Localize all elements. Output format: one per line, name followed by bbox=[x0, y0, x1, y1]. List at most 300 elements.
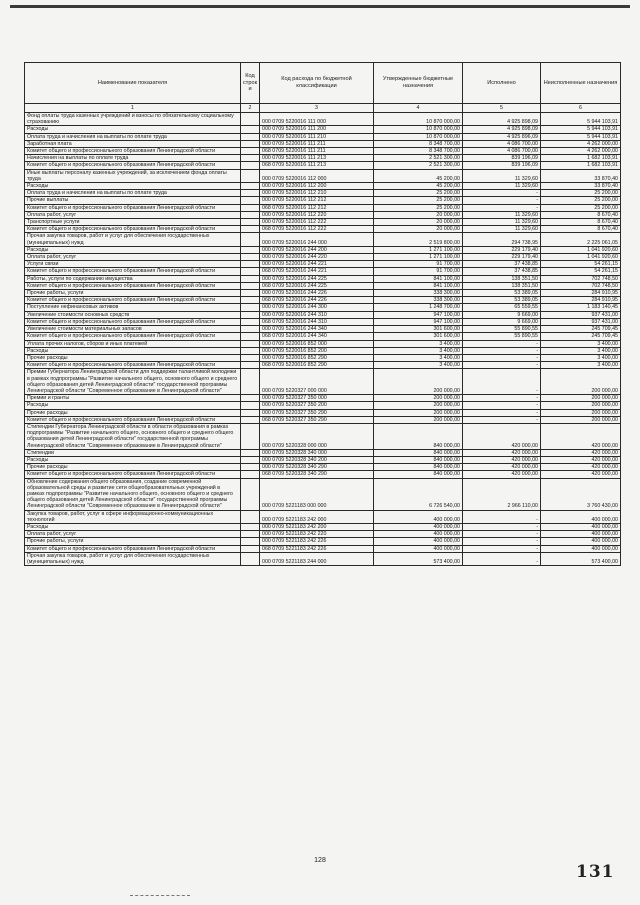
row-unexecuted: 1 682 103,91 bbox=[541, 162, 621, 169]
row-approved: 91 700,00 bbox=[374, 268, 463, 275]
table-header-row bbox=[25, 63, 621, 104]
table-row bbox=[25, 169, 621, 182]
row-executed: - bbox=[463, 416, 541, 423]
row-line-code bbox=[241, 471, 260, 478]
table-row bbox=[25, 261, 621, 268]
row-budget-code: 000 0709 5221183 242 200 bbox=[260, 523, 374, 530]
row-approved: 301 600,00 bbox=[374, 333, 463, 340]
table-row bbox=[25, 226, 621, 233]
row-name: Расходы bbox=[25, 456, 241, 463]
table-row bbox=[25, 510, 621, 523]
row-budget-code: 000 0709 5220016 244 300 bbox=[260, 304, 374, 311]
header-name: Наименование показателя bbox=[25, 63, 241, 104]
row-budget-code: 000 0709 5220016 244 310 bbox=[260, 311, 374, 318]
table-row bbox=[25, 545, 621, 552]
row-approved: 200 000,00 bbox=[374, 402, 463, 409]
row-executed: - bbox=[463, 197, 541, 204]
row-executed: 138 351,50 bbox=[463, 275, 541, 282]
row-name: Прочие расходы bbox=[25, 464, 241, 471]
row-unexecuted: 2 225 061,05 bbox=[541, 233, 621, 246]
row-unexecuted: 702 748,50 bbox=[541, 282, 621, 289]
row-approved: 200 000,00 bbox=[374, 409, 463, 416]
row-executed: 11 329,60 bbox=[463, 226, 541, 233]
row-approved: 10 870 000,00 bbox=[374, 113, 463, 126]
row-name: Увеличение стоимости основных средств bbox=[25, 311, 241, 318]
row-budget-code: 068 0709 5220016 852 290 bbox=[260, 362, 374, 369]
header-approved: Утвержденные бюджетные назначения bbox=[374, 63, 463, 104]
row-approved: 3 400,00 bbox=[374, 354, 463, 361]
row-executed: 4 086 700,00 bbox=[463, 140, 541, 147]
table-row bbox=[25, 395, 621, 402]
table-row bbox=[25, 197, 621, 204]
row-line-code bbox=[241, 531, 260, 538]
row-name: Комитет общего и профессионального образования Ленинградской области bbox=[25, 268, 241, 275]
row-unexecuted: 5 944 103,91 bbox=[541, 113, 621, 126]
table-row bbox=[25, 190, 621, 197]
row-executed: 9 669,00 bbox=[463, 311, 541, 318]
row-executed: - bbox=[463, 402, 541, 409]
row-name: Расходы bbox=[25, 402, 241, 409]
row-line-code bbox=[241, 155, 260, 162]
row-executed: 4 925 896,09 bbox=[463, 133, 541, 140]
row-line-code bbox=[241, 268, 260, 275]
row-executed: 65 559,55 bbox=[463, 304, 541, 311]
row-executed: 420 000,00 bbox=[463, 449, 541, 456]
table-row bbox=[25, 464, 621, 471]
row-budget-code: 000 0709 5220327 350 000 bbox=[260, 395, 374, 402]
table-row bbox=[25, 297, 621, 304]
row-line-code bbox=[241, 395, 260, 402]
row-budget-code: 000 0709 5221183 000 000 bbox=[260, 478, 374, 510]
row-budget-code: 068 0709 5220016 112 212 bbox=[260, 204, 374, 211]
row-unexecuted: 3 400,00 bbox=[541, 354, 621, 361]
row-approved: 10 870 000,00 bbox=[374, 126, 463, 133]
row-name: Расходы bbox=[25, 523, 241, 530]
row-name: Уплата прочих налогов, сборов и иных платежей bbox=[25, 340, 241, 347]
row-unexecuted: 245 709,45 bbox=[541, 333, 621, 340]
row-approved: 10 870 000,00 bbox=[374, 133, 463, 140]
table-row bbox=[25, 204, 621, 211]
row-budget-code: 000 0709 5220328 000 000 bbox=[260, 423, 374, 449]
row-unexecuted: 3 760 430,00 bbox=[541, 478, 621, 510]
row-approved: 1 271 100,00 bbox=[374, 246, 463, 253]
row-executed: 229 179,40 bbox=[463, 254, 541, 261]
table-row bbox=[25, 326, 621, 333]
row-unexecuted: 5 944 103,91 bbox=[541, 133, 621, 140]
row-name: Оплата работ, услуг bbox=[25, 531, 241, 538]
row-executed: - bbox=[463, 362, 541, 369]
row-approved: 947 100,00 bbox=[374, 311, 463, 318]
table-row bbox=[25, 290, 621, 297]
row-executed: - bbox=[463, 369, 541, 395]
row-unexecuted: 1 183 140,45 bbox=[541, 304, 621, 311]
table-row bbox=[25, 416, 621, 423]
row-budget-code: 068 0709 5220327 350 290 bbox=[260, 416, 374, 423]
report-page bbox=[24, 62, 620, 566]
table-row bbox=[25, 552, 621, 565]
row-line-code bbox=[241, 464, 260, 471]
row-unexecuted: 420 000,00 bbox=[541, 456, 621, 463]
column-number-row bbox=[25, 104, 621, 113]
row-unexecuted: 25 200,00 bbox=[541, 197, 621, 204]
table-row bbox=[25, 246, 621, 253]
row-line-code bbox=[241, 369, 260, 395]
row-budget-code: 000 0709 5220327 350 290 bbox=[260, 409, 374, 416]
row-line-code bbox=[241, 190, 260, 197]
row-unexecuted: 400 000,00 bbox=[541, 510, 621, 523]
row-name: Транспортные услуги bbox=[25, 219, 241, 226]
column-number: 4 bbox=[374, 104, 463, 113]
row-line-code bbox=[241, 340, 260, 347]
row-name: Комитет общего и профессионального образования Ленинградской области bbox=[25, 416, 241, 423]
table-row bbox=[25, 423, 621, 449]
row-budget-code: 000 0709 5221183 244 000 bbox=[260, 552, 374, 565]
row-line-code bbox=[241, 211, 260, 218]
table-row bbox=[25, 402, 621, 409]
row-approved: 3 400,00 bbox=[374, 362, 463, 369]
row-unexecuted: 284 910,95 bbox=[541, 297, 621, 304]
bottom-scan-mark bbox=[130, 895, 190, 896]
row-budget-code: 000 0709 5220016 244 340 bbox=[260, 326, 374, 333]
row-executed: - bbox=[463, 545, 541, 552]
row-unexecuted: 420 000,00 bbox=[541, 423, 621, 449]
row-line-code bbox=[241, 133, 260, 140]
row-unexecuted: 1 682 103,91 bbox=[541, 155, 621, 162]
row-approved: 45 200,00 bbox=[374, 169, 463, 182]
table-row bbox=[25, 304, 621, 311]
row-unexecuted: 400 000,00 bbox=[541, 523, 621, 530]
row-budget-code: 000 0709 5221183 242 226 bbox=[260, 538, 374, 545]
column-number: 1 bbox=[25, 104, 241, 113]
row-name: Обновление содержания общего образования, создание современной образовательной среды и развитие сети общеобразовательных учреждений в рамках подпрограммы "Развитие начального общего, основного общего и среднего общего образования детей Ленинградской области" государственной программы Ленинградской области "Современное образование в Ленинградской области" bbox=[25, 478, 241, 510]
row-executed: 4 925 898,09 bbox=[463, 126, 541, 133]
row-unexecuted: 54 261,15 bbox=[541, 261, 621, 268]
table-row bbox=[25, 449, 621, 456]
row-line-code bbox=[241, 545, 260, 552]
table-row bbox=[25, 162, 621, 169]
table-row bbox=[25, 369, 621, 395]
row-executed: 2 966 110,00 bbox=[463, 478, 541, 510]
row-name: Стипендии bbox=[25, 449, 241, 456]
table-row bbox=[25, 318, 621, 325]
row-name: Оплата труда и начисления на выплаты по оплате труда bbox=[25, 133, 241, 140]
row-name: Прочая закупка товаров, работ и услуг для обеспечения государственных (муниципальных) нужд bbox=[25, 233, 241, 246]
row-budget-code: 068 0709 5220016 112 222 bbox=[260, 226, 374, 233]
row-name: Прочие работы, услуги bbox=[25, 538, 241, 545]
table-row bbox=[25, 347, 621, 354]
row-budget-code: 000 0709 5220327 350 200 bbox=[260, 402, 374, 409]
row-unexecuted: 200 000,00 bbox=[541, 402, 621, 409]
row-name: Поступление нефинансовых активов bbox=[25, 304, 241, 311]
row-budget-code: 000 0709 5220016 852 290 bbox=[260, 354, 374, 361]
row-name: Комитет общего и профессионального образования Ленинградской области bbox=[25, 297, 241, 304]
row-line-code bbox=[241, 347, 260, 354]
row-approved: 25 200,00 bbox=[374, 204, 463, 211]
row-budget-code: 000 0709 5220016 112 200 bbox=[260, 183, 374, 190]
row-line-code bbox=[241, 456, 260, 463]
row-executed: 11 329,60 bbox=[463, 183, 541, 190]
row-executed: 839 196,09 bbox=[463, 155, 541, 162]
row-approved: 400 000,00 bbox=[374, 531, 463, 538]
row-unexecuted: 573 400,00 bbox=[541, 552, 621, 565]
row-executed: - bbox=[463, 347, 541, 354]
row-approved: 20 000,00 bbox=[374, 226, 463, 233]
row-line-code bbox=[241, 113, 260, 126]
row-executed: 420 000,00 bbox=[463, 456, 541, 463]
row-name: Работы, услуги по содержанию имущества bbox=[25, 275, 241, 282]
row-unexecuted: 33 870,40 bbox=[541, 183, 621, 190]
row-unexecuted: 420 000,00 bbox=[541, 464, 621, 471]
row-unexecuted: 937 431,00 bbox=[541, 318, 621, 325]
row-unexecuted: 400 000,00 bbox=[541, 545, 621, 552]
row-executed: 229 179,40 bbox=[463, 246, 541, 253]
table-row bbox=[25, 333, 621, 340]
column-number: 2 bbox=[241, 104, 260, 113]
row-executed: - bbox=[463, 395, 541, 402]
row-name: Премии Губернатора Ленинградской области для поддержки талантливой молодежи в рамках подпрограммы "Развитие начального общего, основного общего и среднего общего образования детей Ленинградской области" государственной программы Ленинградской области "Современное образование в Ленинградской области" bbox=[25, 369, 241, 395]
row-executed: 11 329,60 bbox=[463, 169, 541, 182]
row-approved: 947 100,00 bbox=[374, 318, 463, 325]
row-line-code bbox=[241, 304, 260, 311]
row-line-code bbox=[241, 183, 260, 190]
column-number: 3 bbox=[260, 104, 374, 113]
table-row bbox=[25, 471, 621, 478]
row-name: Комитет общего и профессионального образования Ленинградской области bbox=[25, 318, 241, 325]
row-line-code bbox=[241, 226, 260, 233]
row-budget-code: 000 0709 5220328 340 000 bbox=[260, 449, 374, 456]
row-approved: 3 400,00 bbox=[374, 340, 463, 347]
row-name: Прочие расходы bbox=[25, 354, 241, 361]
row-line-code bbox=[241, 140, 260, 147]
row-budget-code: 000 0709 5220016 244 220 bbox=[260, 254, 374, 261]
row-approved: 25 200,00 bbox=[374, 197, 463, 204]
row-approved: 400 000,00 bbox=[374, 538, 463, 545]
row-approved: 3 400,00 bbox=[374, 347, 463, 354]
row-unexecuted: 420 000,00 bbox=[541, 471, 621, 478]
row-name: Прочая закупка товаров, работ и услуг для обеспечения государственных (муниципальных) нужд bbox=[25, 552, 241, 565]
column-number: 6 bbox=[541, 104, 621, 113]
row-budget-code: 000 0709 5220016 112 222 bbox=[260, 219, 374, 226]
row-name: Прочие выплаты bbox=[25, 197, 241, 204]
row-budget-code: 000 0709 5220016 852 000 bbox=[260, 340, 374, 347]
row-budget-code: 000 0709 5220016 111 213 bbox=[260, 155, 374, 162]
table-row bbox=[25, 254, 621, 261]
row-line-code bbox=[241, 219, 260, 226]
top-rule bbox=[10, 5, 630, 8]
sheet-stamp-number: 131 bbox=[576, 862, 615, 882]
row-line-code bbox=[241, 233, 260, 246]
row-executed: 294 738,95 bbox=[463, 233, 541, 246]
row-executed: - bbox=[463, 523, 541, 530]
row-executed: 4 086 700,00 bbox=[463, 148, 541, 155]
row-executed: 53 389,05 bbox=[463, 297, 541, 304]
row-name: Фонд оплаты труда казенных учреждений и взносы по обязательному социальному страхованию bbox=[25, 113, 241, 126]
table-row bbox=[25, 354, 621, 361]
row-budget-code: 000 0709 5220016 111 211 bbox=[260, 140, 374, 147]
header-code-line: Код строк и bbox=[241, 63, 260, 104]
row-executed: 420 000,00 bbox=[463, 471, 541, 478]
row-unexecuted: 3 400,00 bbox=[541, 340, 621, 347]
row-unexecuted: 3 400,00 bbox=[541, 362, 621, 369]
row-name: Комитет общего и профессионального образования Ленинградской области bbox=[25, 162, 241, 169]
table-body bbox=[25, 113, 621, 566]
header-budget-code: Код расхода по бюджетной классификации bbox=[260, 63, 374, 104]
row-name: Прочие расходы bbox=[25, 409, 241, 416]
row-approved: 2 521 300,00 bbox=[374, 155, 463, 162]
table-row bbox=[25, 311, 621, 318]
row-name: Стипендии Губернатора Ленинградской области в области образования в рамках подпрограммы "Развитие начального общего, основного общего и среднего общего образования детей Ленинградской области" государственной программы Ленинградской области "Современное образование в Ленинградской области" bbox=[25, 423, 241, 449]
row-line-code bbox=[241, 254, 260, 261]
row-executed: 11 329,60 bbox=[463, 211, 541, 218]
row-name: Прочие работы, услуги bbox=[25, 290, 241, 297]
row-approved: 840 000,00 bbox=[374, 471, 463, 478]
row-unexecuted: 400 000,00 bbox=[541, 531, 621, 538]
row-executed: 37 438,85 bbox=[463, 268, 541, 275]
row-unexecuted: 33 870,40 bbox=[541, 169, 621, 182]
row-unexecuted: 25 200,00 bbox=[541, 190, 621, 197]
column-number: 5 bbox=[463, 104, 541, 113]
row-budget-code: 068 0709 5220016 244 221 bbox=[260, 268, 374, 275]
row-budget-code: 068 0709 5220016 111 213 bbox=[260, 162, 374, 169]
row-approved: 91 700,00 bbox=[374, 261, 463, 268]
row-approved: 840 000,00 bbox=[374, 449, 463, 456]
row-approved: 400 000,00 bbox=[374, 545, 463, 552]
row-line-code bbox=[241, 197, 260, 204]
header-executed: Исполнено bbox=[463, 63, 541, 104]
row-approved: 841 100,00 bbox=[374, 282, 463, 289]
row-unexecuted: 200 000,00 bbox=[541, 369, 621, 395]
row-name: Заработная плата bbox=[25, 140, 241, 147]
row-line-code bbox=[241, 290, 260, 297]
row-executed: 839 196,09 bbox=[463, 162, 541, 169]
row-executed: 420 000,00 bbox=[463, 464, 541, 471]
row-budget-code: 000 0709 5220016 111 000 bbox=[260, 113, 374, 126]
row-budget-code: 068 0709 5221183 242 226 bbox=[260, 545, 374, 552]
row-name: Премии и гранты bbox=[25, 395, 241, 402]
row-executed: - bbox=[463, 204, 541, 211]
row-approved: 200 000,00 bbox=[374, 395, 463, 402]
table-row bbox=[25, 133, 621, 140]
row-unexecuted: 937 431,00 bbox=[541, 311, 621, 318]
row-name: Комитет общего и профессионального образования Ленинградской области bbox=[25, 282, 241, 289]
row-executed: 9 669,00 bbox=[463, 318, 541, 325]
row-line-code bbox=[241, 402, 260, 409]
row-line-code bbox=[241, 246, 260, 253]
row-approved: 6 726 540,00 bbox=[374, 478, 463, 510]
row-approved: 301 600,00 bbox=[374, 326, 463, 333]
row-name: Комитет общего и профессионального образования Ленинградской области bbox=[25, 333, 241, 340]
row-executed: 4 925 898,09 bbox=[463, 113, 541, 126]
row-approved: 200 000,00 bbox=[374, 369, 463, 395]
row-budget-code: 068 0709 5220016 244 340 bbox=[260, 333, 374, 340]
table-row bbox=[25, 219, 621, 226]
row-unexecuted: 4 262 000,00 bbox=[541, 140, 621, 147]
row-unexecuted: 4 262 000,00 bbox=[541, 148, 621, 155]
row-unexecuted: 8 670,40 bbox=[541, 226, 621, 233]
row-approved: 45 200,00 bbox=[374, 183, 463, 190]
row-line-code bbox=[241, 552, 260, 565]
row-name: Расходы bbox=[25, 246, 241, 253]
row-line-code bbox=[241, 204, 260, 211]
row-name: Расходы bbox=[25, 183, 241, 190]
row-budget-code: 000 0709 5220016 112 212 bbox=[260, 197, 374, 204]
table-row bbox=[25, 183, 621, 190]
row-line-code bbox=[241, 510, 260, 523]
row-line-code bbox=[241, 362, 260, 369]
row-line-code bbox=[241, 311, 260, 318]
row-unexecuted: 245 709,45 bbox=[541, 326, 621, 333]
row-line-code bbox=[241, 275, 260, 282]
row-executed: 55 890,55 bbox=[463, 333, 541, 340]
row-name: Комитет общего и профессионального образования Ленинградской области bbox=[25, 362, 241, 369]
row-budget-code: 000 0709 5221183 242 000 bbox=[260, 510, 374, 523]
table-row bbox=[25, 211, 621, 218]
row-unexecuted: 3 400,00 bbox=[541, 347, 621, 354]
row-unexecuted: 1 041 920,60 bbox=[541, 246, 621, 253]
row-budget-code: 000 0709 5221183 242 220 bbox=[260, 531, 374, 538]
row-executed: 420 000,00 bbox=[463, 423, 541, 449]
row-name: Оплата работ, услуг bbox=[25, 211, 241, 218]
table-row bbox=[25, 275, 621, 282]
row-line-code bbox=[241, 282, 260, 289]
table-row bbox=[25, 155, 621, 162]
row-approved: 840 000,00 bbox=[374, 456, 463, 463]
row-name: Закупка товаров, работ, услуг в сфере информационно-коммуникационных технологий bbox=[25, 510, 241, 523]
row-line-code bbox=[241, 423, 260, 449]
row-line-code bbox=[241, 261, 260, 268]
table-row bbox=[25, 523, 621, 530]
row-budget-code: 068 0709 5220016 244 226 bbox=[260, 297, 374, 304]
row-approved: 200 000,00 bbox=[374, 416, 463, 423]
row-budget-code: 068 0709 5220016 244 310 bbox=[260, 318, 374, 325]
row-name: Иные выплаты персоналу казенных учреждений, за исключением фонда оплаты труда bbox=[25, 169, 241, 182]
row-budget-code: 000 0709 5220016 244 000 bbox=[260, 233, 374, 246]
row-executed: - bbox=[463, 552, 541, 565]
row-executed: - bbox=[463, 340, 541, 347]
row-approved: 20 000,00 bbox=[374, 219, 463, 226]
row-budget-code: 000 0709 5220016 244 225 bbox=[260, 275, 374, 282]
row-budget-code: 000 0709 5220328 340 290 bbox=[260, 464, 374, 471]
row-line-code bbox=[241, 162, 260, 169]
row-executed: - bbox=[463, 409, 541, 416]
row-approved: 2 519 800,00 bbox=[374, 233, 463, 246]
row-name: Увеличение стоимости материальных запасов bbox=[25, 326, 241, 333]
row-approved: 338 300,00 bbox=[374, 297, 463, 304]
row-name: Услуги связи bbox=[25, 261, 241, 268]
row-approved: 8 348 700,00 bbox=[374, 148, 463, 155]
row-unexecuted: 200 000,00 bbox=[541, 395, 621, 402]
table-row bbox=[25, 282, 621, 289]
table-row bbox=[25, 362, 621, 369]
row-name: Оплата труда и начисления на выплаты по оплате труда bbox=[25, 190, 241, 197]
row-approved: 1 248 700,00 bbox=[374, 304, 463, 311]
row-name: Комитет общего и профессионального образования Ленинградской области bbox=[25, 226, 241, 233]
row-executed: 53 389,05 bbox=[463, 290, 541, 297]
row-unexecuted: 400 000,00 bbox=[541, 538, 621, 545]
row-unexecuted: 200 000,00 bbox=[541, 409, 621, 416]
row-executed: - bbox=[463, 190, 541, 197]
table-row bbox=[25, 409, 621, 416]
row-budget-code: 000 0709 5220016 244 226 bbox=[260, 290, 374, 297]
row-line-code bbox=[241, 148, 260, 155]
row-line-code bbox=[241, 523, 260, 530]
row-budget-code: 068 0709 5220328 340 290 bbox=[260, 471, 374, 478]
page-number: 128 bbox=[314, 857, 326, 864]
row-line-code bbox=[241, 126, 260, 133]
row-approved: 573 400,00 bbox=[374, 552, 463, 565]
row-line-code bbox=[241, 416, 260, 423]
row-executed: 55 890,55 bbox=[463, 326, 541, 333]
